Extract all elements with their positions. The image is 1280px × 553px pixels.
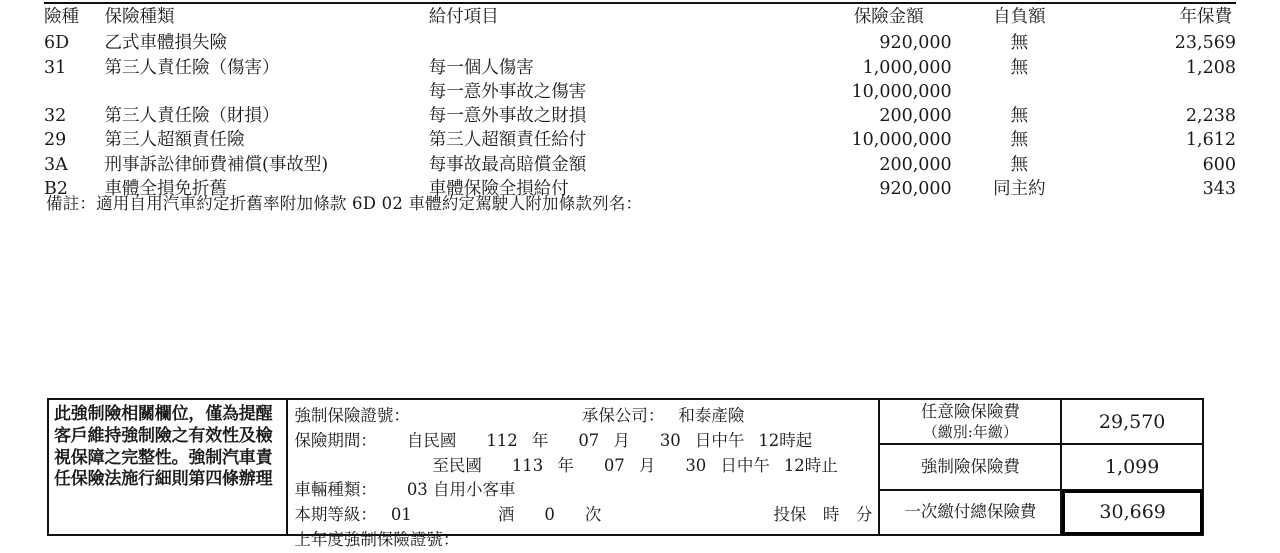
row-amount: 200,000: [879, 106, 952, 127]
insurer-value: 和泰產險: [678, 406, 745, 425]
to-day: 30: [685, 455, 707, 475]
compulsory-insurance-box: [47, 398, 1204, 549]
drink-value: 0: [544, 505, 555, 524]
table-row: [44, 32, 1236, 56]
fee-summary: [880, 400, 1202, 534]
row-deductible: 無: [1010, 154, 1029, 175]
grade-label: 本期等級：: [294, 505, 377, 524]
cert-label: 強制保險證號：: [294, 406, 410, 425]
coverage-note: 備註：適用自用汽車約定折舊率附加條款 6D 02 車體約定駕駛人附加條款列名：: [46, 194, 643, 213]
row-premium: 343: [1202, 178, 1236, 199]
row-item: 車體保險全損給付: [428, 178, 569, 199]
table-row: [44, 154, 1236, 178]
row-item: 每一意外事故之傷害: [428, 81, 587, 102]
fee-row-total: [880, 491, 1202, 534]
row-amount: 1,000,000: [862, 57, 952, 78]
to-month: 07: [603, 455, 625, 475]
coverage-table-header: [44, 6, 1236, 32]
vehicle-kind-value: 03 自用小客車: [406, 480, 516, 500]
row-item: 每一個人傷害: [428, 57, 534, 78]
row-item: 第三人超額責任給付: [428, 130, 587, 151]
table-row: [44, 129, 1236, 153]
from-month: 07: [578, 430, 600, 450]
row-code: 32: [44, 106, 67, 127]
row-item: 每一意外事故之財損: [428, 106, 587, 127]
to-year: 113: [511, 455, 544, 475]
compulsory-details: [288, 400, 880, 549]
table-row: [44, 57, 1236, 81]
row-premium: 600: [1202, 154, 1236, 175]
to-day-unit: 日中午: [720, 455, 770, 475]
header-item: 給付項目: [428, 7, 499, 27]
header-code: 險種: [44, 7, 79, 27]
period-from-line: [294, 429, 872, 454]
apply-time-label: 投保 時 分: [773, 505, 873, 524]
vehicle-kind-line: [294, 478, 872, 503]
period-to-line: [294, 454, 872, 479]
year-unit: 年: [557, 455, 574, 475]
row-code: 6D: [44, 33, 70, 54]
fee-label-main: 一次繳付總保險費: [904, 502, 1037, 521]
compulsory-warning-text: 此強制險相關欄位，僅為提醒客戶維持強制險之有效性及檢視保障之完整性。強制汽車責任保險法施行細則第四條辦理: [49, 400, 288, 534]
fee-row-compulsory: [880, 445, 1202, 490]
row-kind: 車體全損免折舊: [104, 178, 228, 199]
drink-unit: 次: [584, 505, 602, 524]
row-kind: 第三人責任險（傷害）: [104, 57, 280, 78]
row-deductible: 無: [1010, 130, 1029, 151]
row-premium: 1,612: [1185, 130, 1236, 151]
fee-label-optional: [880, 400, 1062, 443]
row-deductible: [952, 81, 1087, 105]
row-amount: 10,000,000: [851, 81, 952, 102]
cert-line: [294, 404, 872, 429]
fee-value-optional: 29,570: [1098, 410, 1166, 433]
fee-label-total: [880, 491, 1062, 534]
row-deductible: 無: [1010, 57, 1029, 78]
row-kind: 第三人超額責任險: [104, 130, 245, 151]
grade-line: [294, 503, 872, 528]
row-premium: 1,208: [1185, 57, 1236, 78]
from-day-unit: 日中午: [694, 430, 745, 450]
row-kind: [105, 81, 429, 105]
drink-label: 酒: [497, 505, 515, 524]
row-premium: [1087, 81, 1236, 105]
row-premium: 23,569: [1174, 33, 1236, 54]
row-kind: 乙式車體損失險: [104, 33, 228, 54]
year-unit: 年: [531, 430, 549, 450]
table-row: [44, 81, 1236, 105]
header-kind: 保險種類: [104, 7, 175, 27]
row-deductible: 同主約: [993, 178, 1046, 199]
from-time: 12時起: [758, 430, 813, 450]
fee-value-total: 30,669: [1062, 490, 1203, 535]
row-amount: 920,000: [879, 33, 952, 54]
row-deductible: 無: [1010, 33, 1029, 54]
prev-cert-label: 上年度強制保險證號：: [294, 529, 460, 549]
row-amount: 200,000: [879, 154, 952, 175]
header-amount: 保險金額: [853, 7, 924, 27]
grade-value: 01: [390, 505, 412, 524]
fee-label-main: 任意險保險費: [920, 401, 1020, 421]
row-code: B2: [44, 178, 68, 199]
row-deductible: 無: [1010, 106, 1029, 127]
top-divider: [44, 2, 1236, 4]
row-code: 31: [44, 57, 67, 78]
table-row: [44, 105, 1236, 129]
row-code: 3A: [44, 154, 68, 175]
fee-row-optional: [880, 400, 1202, 445]
row-amount: 10,000,000: [851, 130, 952, 151]
vehicle-kind-label: 車輛種類：: [294, 480, 377, 500]
from-day: 30: [659, 430, 681, 450]
header-premium: 年保費: [1179, 7, 1232, 27]
insurer-label: 承保公司：: [581, 406, 665, 425]
period-from-prefix: 自民國: [406, 430, 457, 450]
month-unit: 月: [638, 455, 656, 475]
header-deductible: 自負額: [993, 7, 1046, 27]
month-unit: 月: [613, 430, 630, 450]
period-to-prefix: 至民國: [432, 455, 482, 475]
fee-label-compulsory: [880, 445, 1062, 488]
row-amount: 920,000: [879, 178, 952, 199]
row-item: 每事故最高賠償金額: [428, 154, 587, 175]
row-premium: 2,238: [1185, 106, 1236, 127]
fee-label-main: 強制險保險費: [920, 456, 1020, 476]
fee-label-sub: （繳別:年繳）: [922, 422, 1018, 441]
to-time: 12時止: [783, 455, 838, 475]
fee-value-compulsory: 1,099: [1104, 455, 1160, 478]
period-label: 保險期間：: [294, 430, 377, 450]
row-code: 29: [44, 130, 67, 151]
row-kind: 刑事訴訟律師費補償(事故型): [104, 154, 329, 175]
prev-cert-line: [294, 528, 872, 553]
coverage-table: [44, 6, 1236, 202]
row-kind: 第三人責任險（財損）: [104, 106, 280, 127]
row-code: [44, 81, 105, 105]
from-year: 112: [486, 430, 518, 450]
row-item: [429, 32, 750, 56]
